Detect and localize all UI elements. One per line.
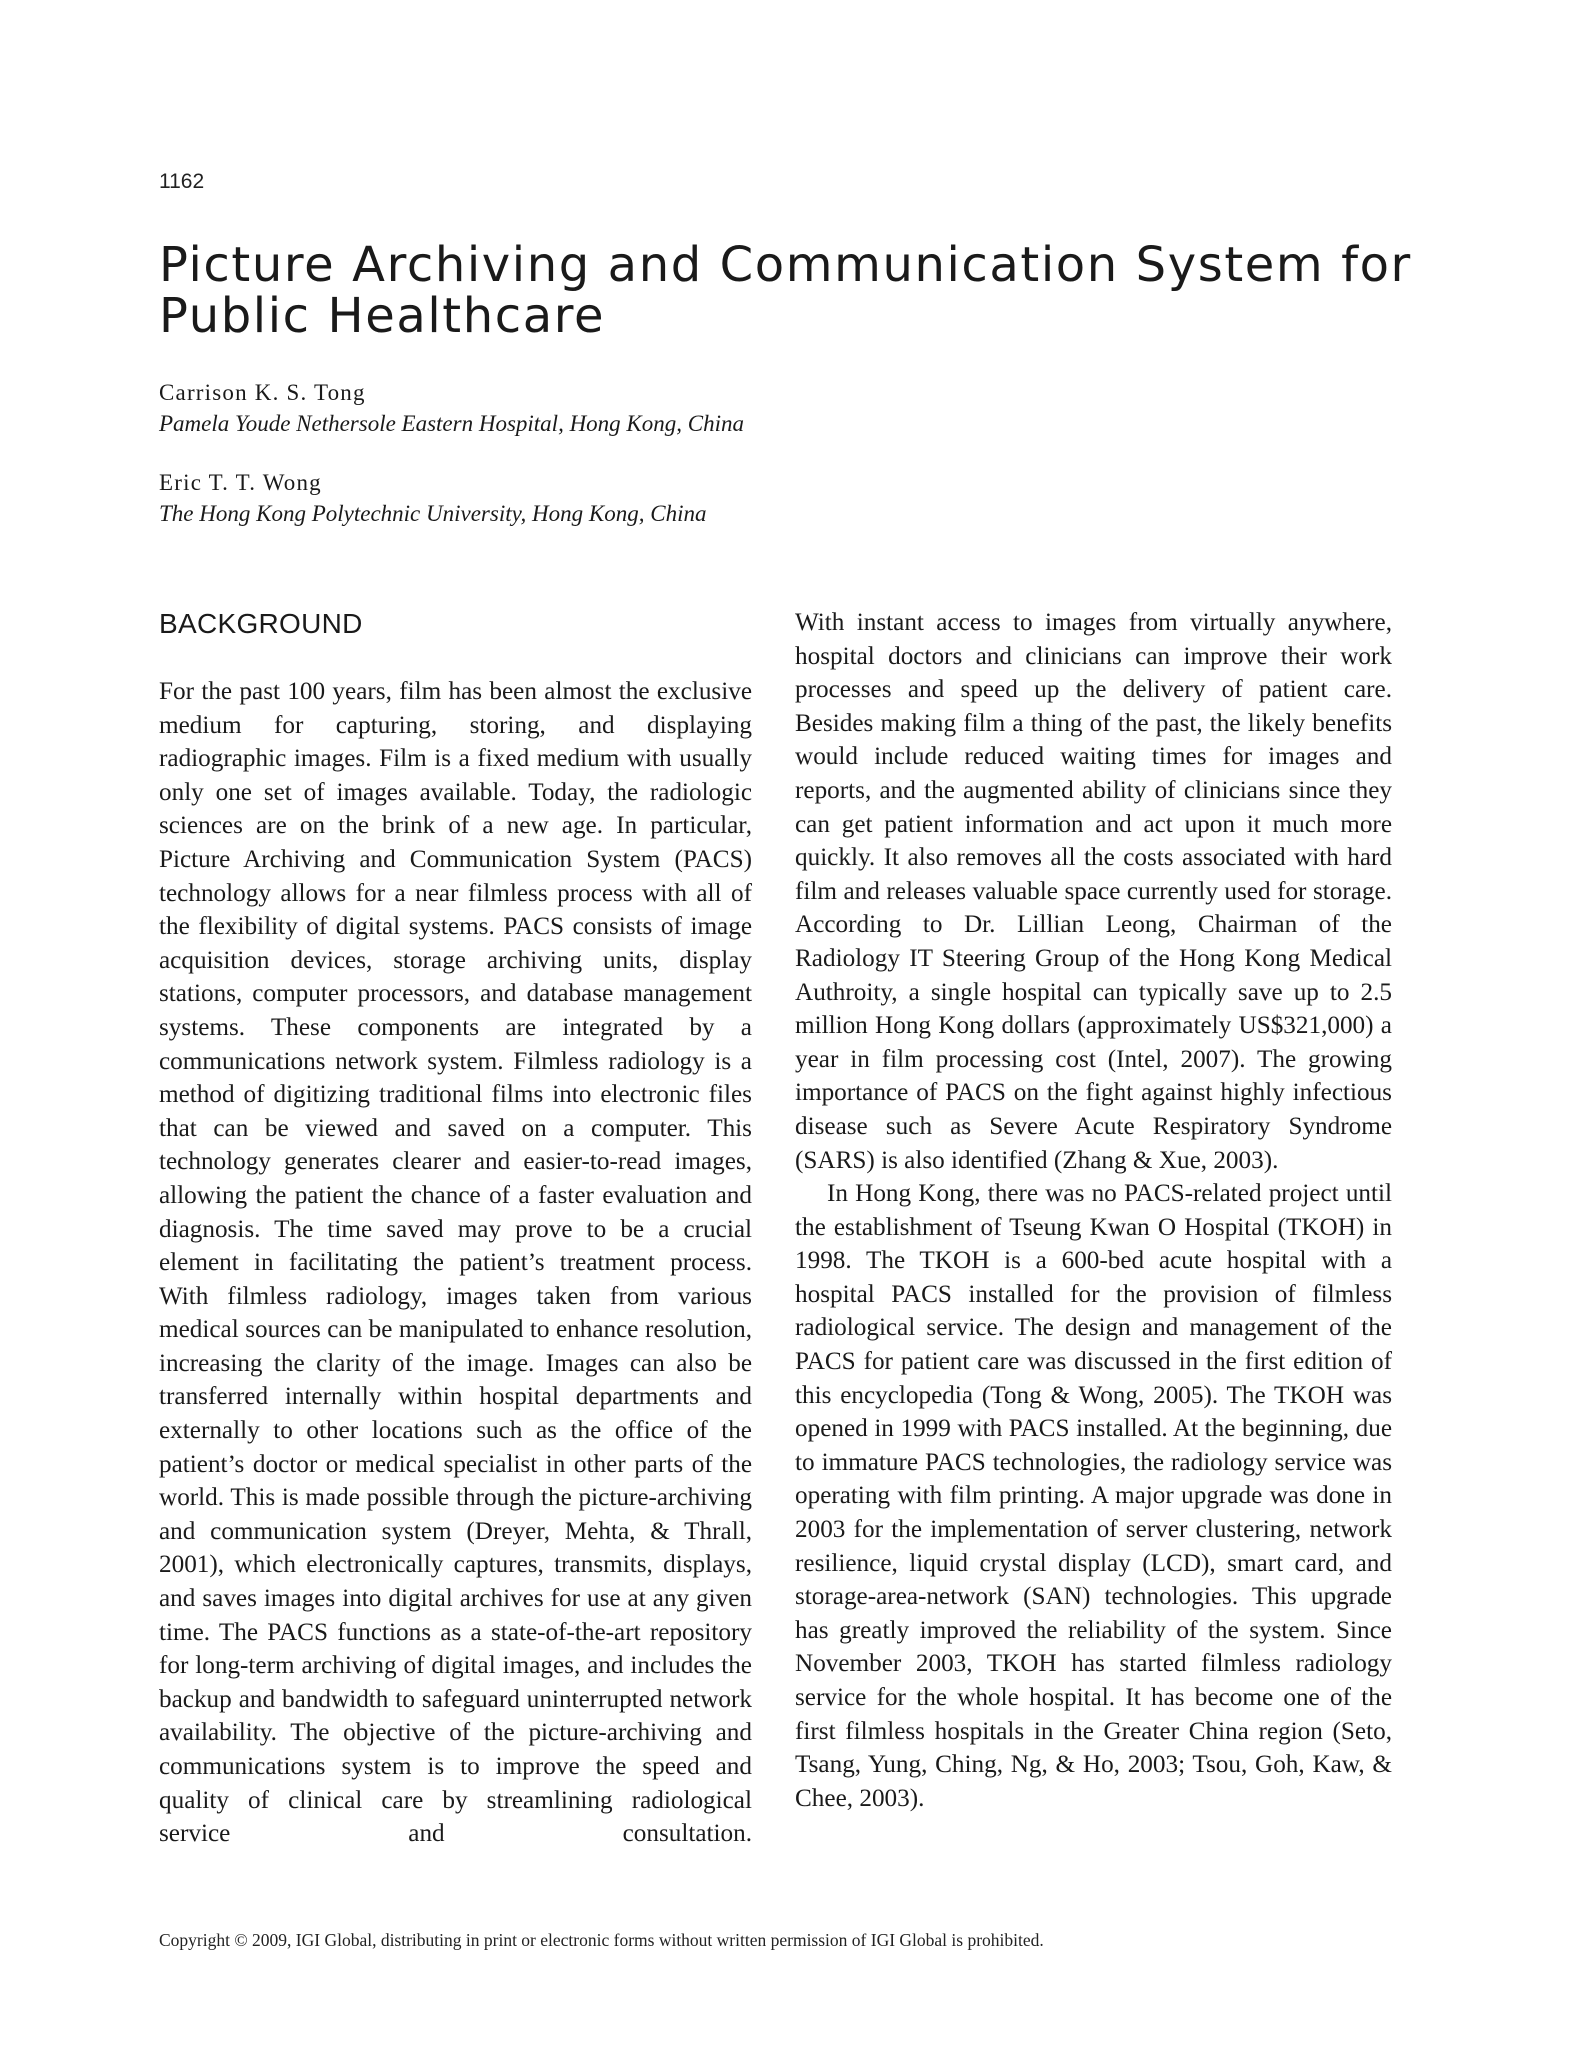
author-affiliation: The Hong Kong Polytechnic University, Hong Kong, China (159, 501, 707, 526)
body-column-left (159, 606, 752, 1851)
page-number: 1162 (159, 170, 205, 193)
body-paragraph-continued: With instant access to images from virtually anywhere, hospital doctors and clinicians can improve their work processes and speed up the delivery of patient care. Besides making film a thing of the past, the likely benefits would include reduced waiting times for images and reports, and the augmented ability of clinicians since they can get patient information and act upon it much more quickly. It also removes all the costs associated with hard film and releases valuable space currently used for storage. According to Dr. Lillian Leong, Chairman of the Radiology IT Steering Group of the Hong Kong Medical Authroity, a single hospital can typically save up to 2.5 million Hong Kong dollars (approximately US$321,000) a year in film processing cost (Intel, 2007). The growing importance of PACS on the fight against highly infectious disease such as Severe Acute Respiratory Syndrome (SARS) is also identified (Zhang & Xue, 2003). (795, 609, 1392, 1174)
article-title: Picture Archiving and Communication System for Public Healthcare (159, 237, 1412, 344)
author-affiliation: Pamela Youde Nethersole Eastern Hospital, Hong Kong, China (159, 411, 745, 436)
body-paragraph: In Hong Kong, there was no PACS-related project until the establishment of Tseung Kwan O Hospital (TKOH) in 1998. The TKOH is a 600-bed acute hospital with a hospital PACS installed for the provision of filmless radiological service. The design and management of the PACS for patient care was discussed in the first edition of this encyclopedia (Tong & Wong, 2005). The TKOH was opened in 1999 with PACS installed. At the beginning, due to immature PACS technologies, the radiology service was operating with film printing. A major upgrade was done in 2003 for the implementation of server clustering, network resilience, liquid crystal display (LCD), smart card, and storage-area-network (SAN) technologies. This upgrade has greatly improved the reliability of the system. Since November 2003, TKOH has started filmless radiology service for the whole hospital. It has become one of the first filmless hospitals in the Greater China region (Seto, Tsang, Yung, Ching, Ng, & Ho, 2003; Tsou, Goh, Kaw, & Chee, 2003). (795, 1180, 1392, 1812)
author-name: Carrison K. S. Tong (159, 380, 366, 405)
author-name: Eric T. T. Wong (159, 470, 322, 495)
author-block (159, 467, 706, 529)
copyright-notice: Copyright © 2009, IGI Global, distributing in print or electronic forms without written permission of IGI Global is prohibited. (159, 1930, 1044, 1950)
body-paragraph: For the past 100 years, film has been almost the exclusive medium for capturing, storing, and displaying radiographic images. Film is a fixed medium with usually only one set of images available. Today, the radiologic sciences are on the brink of a new age. In particular, Picture Archiving and Communication System (PACS) technology allows for a near filmless process with all of the flexibility of digital systems. PACS consists of image acquisition devices, storage archiving units, display stations, computer processors, and database management systems. These components are integrated by a communications network system. Filmless radiology is a method of digitizing traditional films into electronic files that can be viewed and saved on a computer. This technology generates clearer and easier-to-read images, allowing the patient the chance of a faster evaluation and diagnosis. The time saved may prove to be a crucial element in facilitating the patient’s treatment process. With filmless radiology, images taken from various medical sources can be manipulated to enhance resolution, increasing the clarity of the image. Images can also be transferred internally within hospital departments and externally to other locations such as the office of the patient’s doctor or medical specialist in other parts of the world. This is made possible through the picture-archiving and communication system (Dreyer, Mehta, & Thrall, 2001), which electronically captures, transmits, displays, and saves images into digital archives for use at any given time. The PACS functions as a state-of-the-art repository for long-term archiving of digital images, and includes the backup and bandwidth to safeguard uninterrupted network availability. The objective of the picture-archiving and communications system is to improve the speed and quality of clinical care by streamlining radiological service and consultation. (159, 678, 752, 1848)
body-column-right (795, 606, 1392, 1815)
section-heading: BACKGROUND (159, 608, 363, 639)
author-block (159, 377, 744, 439)
